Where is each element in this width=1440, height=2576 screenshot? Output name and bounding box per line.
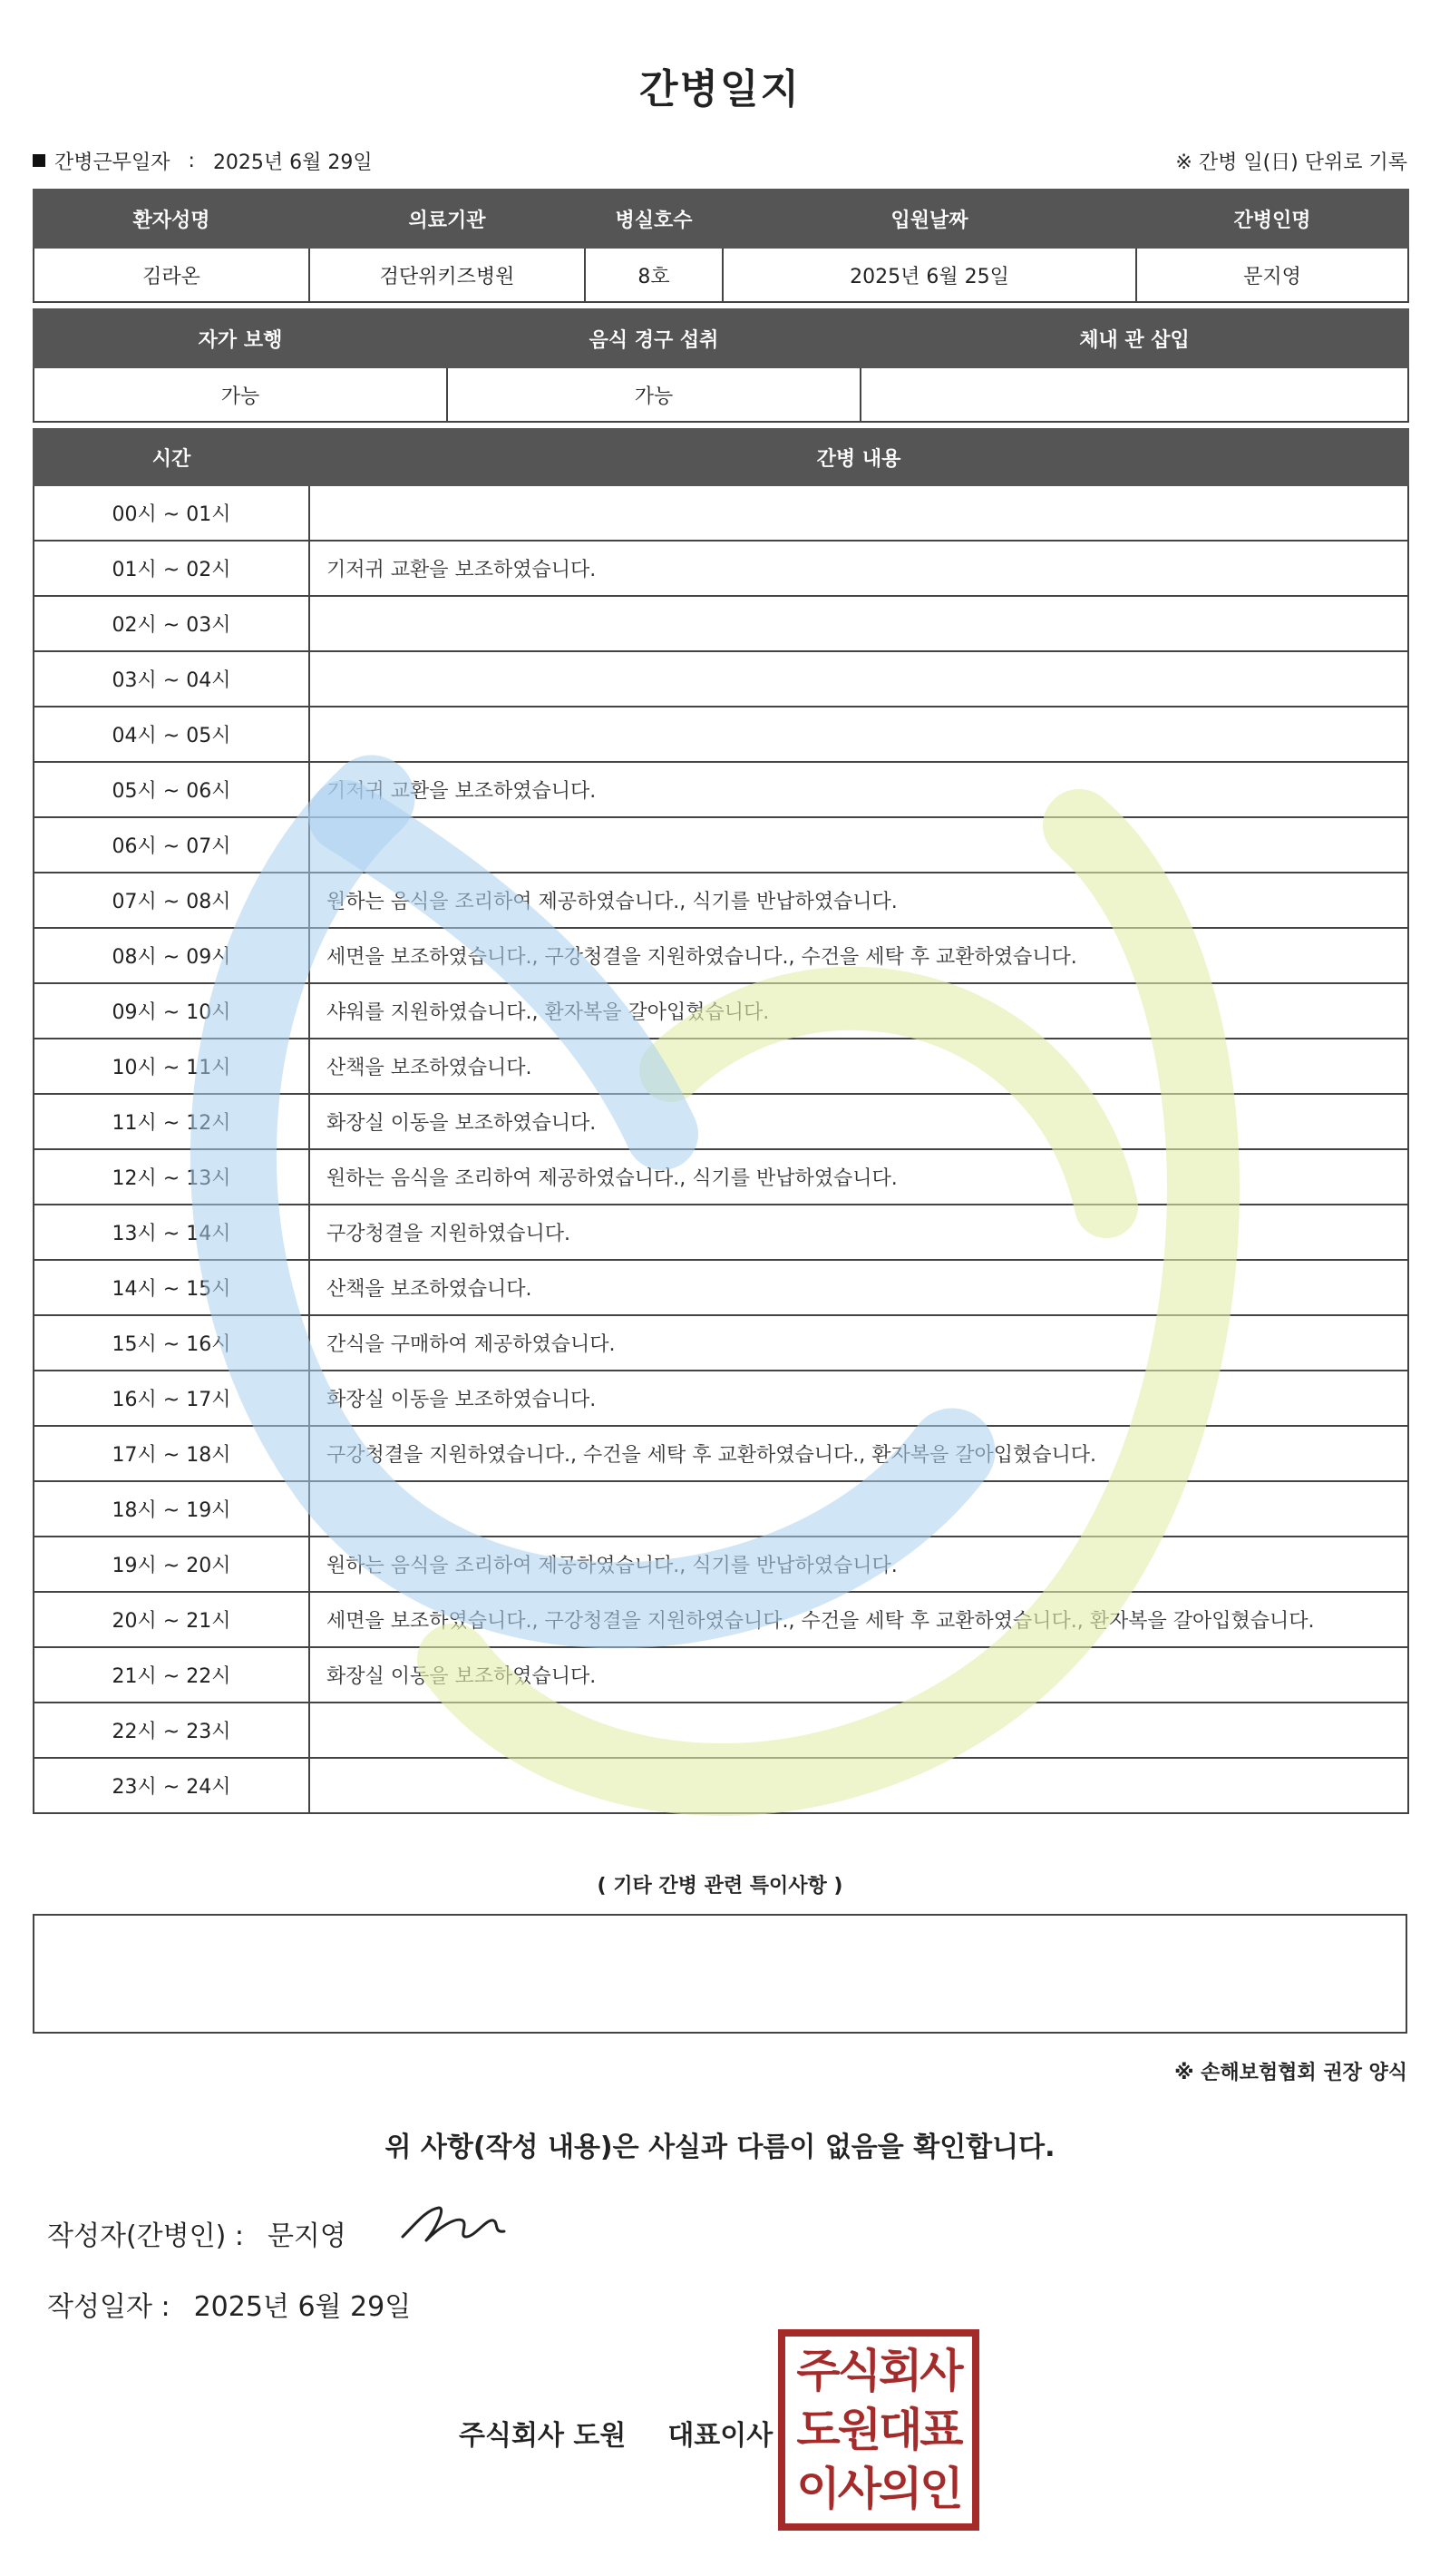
care-content-cell bbox=[309, 1758, 1408, 1813]
care-time-cell: 14시 ~ 15시 bbox=[34, 1260, 309, 1315]
oral-intake-value: 가능 bbox=[447, 367, 861, 422]
care-log-header-row bbox=[34, 429, 1408, 485]
seal-row: 이사의인 bbox=[796, 2462, 961, 2515]
care-log-row bbox=[34, 1481, 1408, 1537]
care-time-cell: 23시 ~ 24시 bbox=[34, 1758, 309, 1813]
care-log-row bbox=[34, 983, 1408, 1039]
seal-row: 주식회사 bbox=[796, 2345, 961, 2398]
self-walking-value: 가능 bbox=[34, 367, 447, 422]
patient-info-header-row bbox=[34, 190, 1408, 248]
written-date-line bbox=[47, 2284, 411, 2324]
care-log-row bbox=[34, 707, 1408, 762]
care-content-cell: 화장실 이동을 보조하였습니다. bbox=[309, 1094, 1408, 1149]
care-time-cell: 21시 ~ 22시 bbox=[34, 1647, 309, 1703]
patient-info-value-row bbox=[34, 248, 1408, 302]
work-date-separator: : bbox=[188, 149, 195, 172]
care-content-cell: 구강청결을 지원하였습니다. bbox=[309, 1205, 1408, 1260]
page-title: 간병일지 bbox=[638, 66, 801, 112]
care-content-cell: 산책을 보조하였습니다. bbox=[309, 1039, 1408, 1094]
care-content-cell: 산책을 보조하였습니다. bbox=[309, 1260, 1408, 1315]
header-admission-date: 입원날짜 bbox=[723, 190, 1136, 248]
header-care-content: 간병 내용 bbox=[309, 429, 1408, 485]
company-name: 주식회사 도원 bbox=[459, 2420, 627, 2452]
care-content-cell: 기저귀 교환을 보조하였습니다. bbox=[309, 762, 1408, 817]
writer-line bbox=[47, 2213, 346, 2253]
care-time-cell: 08시 ~ 09시 bbox=[34, 928, 309, 983]
header-caregiver-name: 간병인명 bbox=[1136, 190, 1408, 248]
care-content-cell bbox=[309, 485, 1408, 541]
confirmation-statement: 위 사항(작성 내용)은 사실과 다름이 없음을 확인합니다. bbox=[384, 2132, 1056, 2163]
care-time-cell: 12시 ~ 13시 bbox=[34, 1149, 309, 1205]
written-date-label: 작성일자 : bbox=[47, 2291, 170, 2323]
care-time-cell: 03시 ~ 04시 bbox=[34, 651, 309, 707]
writer-label: 작성자(간병인) : bbox=[47, 2220, 244, 2252]
header-room-number: 병실호수 bbox=[585, 190, 723, 248]
care-time-cell: 13시 ~ 14시 bbox=[34, 1205, 309, 1260]
form-footnote: ※ 손해보험협회 권장 양식 bbox=[1174, 2062, 1407, 2084]
care-content-cell bbox=[309, 817, 1408, 873]
record-note: ※ 간병 일(日) 단위로 기록 bbox=[1175, 151, 1407, 174]
care-time-cell: 11시 ~ 12시 bbox=[34, 1094, 309, 1149]
patient-name-value: 김라온 bbox=[34, 248, 309, 302]
notes-box bbox=[33, 1914, 1407, 2034]
care-log-row bbox=[34, 1260, 1408, 1315]
care-content-cell: 세면을 보조하였습니다., 구강청결을 지원하였습니다., 수건을 세탁 후 교환하였습니다., 환자복을 갈아입혔습니다. bbox=[309, 1592, 1408, 1647]
care-time-cell: 10시 ~ 11시 bbox=[34, 1039, 309, 1094]
work-date bbox=[33, 147, 373, 175]
care-content-cell bbox=[309, 1481, 1408, 1537]
patient-info-table bbox=[33, 189, 1409, 303]
care-time-cell: 17시 ~ 18시 bbox=[34, 1426, 309, 1481]
room-number-value: 8호 bbox=[585, 248, 723, 302]
company-seal-stamp bbox=[778, 2329, 979, 2531]
header-time: 시간 bbox=[34, 429, 309, 485]
care-log-row bbox=[34, 1703, 1408, 1758]
care-log-row bbox=[34, 1205, 1408, 1260]
care-content-cell: 구강청결을 지원하였습니다., 수건을 세탁 후 교환하였습니다., 환자복을 갈아입혔습니다. bbox=[309, 1426, 1408, 1481]
header-patient-name: 환자성명 bbox=[34, 190, 309, 248]
square-bullet-icon bbox=[33, 154, 45, 167]
care-content-cell bbox=[309, 651, 1408, 707]
care-log-row bbox=[34, 651, 1408, 707]
company-signoff bbox=[459, 2413, 773, 2453]
care-time-cell: 04시 ~ 05시 bbox=[34, 707, 309, 762]
care-log-row bbox=[34, 1039, 1408, 1094]
patient-status-header-row bbox=[34, 309, 1408, 367]
care-content-cell: 화장실 이동을 보조하였습니다. bbox=[309, 1647, 1408, 1703]
care-time-cell: 09시 ~ 10시 bbox=[34, 983, 309, 1039]
care-log-row bbox=[34, 1537, 1408, 1592]
care-log-row bbox=[34, 596, 1408, 651]
notes-title: ( 기타 간병 관련 특이사항 ) bbox=[597, 1875, 843, 1898]
care-log-row bbox=[34, 541, 1408, 596]
care-content-cell: 간식을 구매하여 제공하였습니다. bbox=[309, 1315, 1408, 1371]
care-time-cell: 15시 ~ 16시 bbox=[34, 1315, 309, 1371]
care-log-row bbox=[34, 1758, 1408, 1813]
care-time-cell: 20시 ~ 21시 bbox=[34, 1592, 309, 1647]
care-log-row bbox=[34, 928, 1408, 983]
care-log-row bbox=[34, 817, 1408, 873]
handwritten-signature bbox=[399, 2197, 511, 2248]
header-oral-intake: 음식 경구 섭취 bbox=[447, 309, 861, 367]
care-log-row bbox=[34, 1371, 1408, 1426]
care-log-row bbox=[34, 1315, 1408, 1371]
care-log-row bbox=[34, 1094, 1408, 1149]
seal-row: 도원대표 bbox=[796, 2403, 961, 2456]
header-self-walking: 자가 보행 bbox=[34, 309, 447, 367]
care-log-table bbox=[33, 428, 1409, 1814]
care-content-cell: 화장실 이동을 보조하였습니다. bbox=[309, 1371, 1408, 1426]
care-content-cell bbox=[309, 1703, 1408, 1758]
care-content-cell: 샤워를 지원하였습니다., 환자복을 갈아입혔습니다. bbox=[309, 983, 1408, 1039]
care-content-cell: 원하는 음식을 조리하여 제공하였습니다., 식기를 반납하였습니다. bbox=[309, 873, 1408, 928]
care-content-cell: 기저귀 교환을 보조하였습니다. bbox=[309, 541, 1408, 596]
care-time-cell: 16시 ~ 17시 bbox=[34, 1371, 309, 1426]
patient-status-table bbox=[33, 308, 1409, 423]
company-title: 대표이사 bbox=[667, 2420, 774, 2452]
writer-value: 문지영 bbox=[267, 2220, 346, 2252]
care-log-row bbox=[34, 1149, 1408, 1205]
care-log-row bbox=[34, 1592, 1408, 1647]
tube-insertion-value bbox=[861, 367, 1408, 422]
care-log-row bbox=[34, 1647, 1408, 1703]
work-date-line bbox=[33, 145, 1407, 176]
care-time-cell: 07시 ~ 08시 bbox=[34, 873, 309, 928]
care-time-cell: 22시 ~ 23시 bbox=[34, 1703, 309, 1758]
care-content-cell bbox=[309, 596, 1408, 651]
care-time-cell: 01시 ~ 02시 bbox=[34, 541, 309, 596]
care-time-cell: 18시 ~ 19시 bbox=[34, 1481, 309, 1537]
care-time-cell: 00시 ~ 01시 bbox=[34, 485, 309, 541]
work-date-label: 간병근무일자 bbox=[54, 151, 170, 174]
caregiver-name-value: 문지영 bbox=[1136, 248, 1408, 302]
header-hospital: 의료기관 bbox=[309, 190, 585, 248]
written-date-value: 2025년 6월 29일 bbox=[193, 2291, 412, 2323]
admission-date-value: 2025년 6월 25일 bbox=[723, 248, 1136, 302]
care-log-body bbox=[34, 485, 1408, 1813]
work-date-value: 2025년 6월 29일 bbox=[212, 151, 373, 174]
care-log-row bbox=[34, 1426, 1408, 1481]
care-log-row bbox=[34, 485, 1408, 541]
header-tube-insertion: 체내 관 삽입 bbox=[861, 309, 1408, 367]
care-time-cell: 06시 ~ 07시 bbox=[34, 817, 309, 873]
care-content-cell: 세면을 보조하였습니다., 구강청결을 지원하였습니다., 수건을 세탁 후 교환하였습니다. bbox=[309, 928, 1408, 983]
care-time-cell: 05시 ~ 06시 bbox=[34, 762, 309, 817]
care-content-cell bbox=[309, 707, 1408, 762]
care-time-cell: 19시 ~ 20시 bbox=[34, 1537, 309, 1592]
care-log-row bbox=[34, 873, 1408, 928]
care-content-cell: 원하는 음식을 조리하여 제공하였습니다., 식기를 반납하였습니다. bbox=[309, 1149, 1408, 1205]
hospital-value: 검단위키즈병원 bbox=[309, 248, 585, 302]
patient-status-value-row bbox=[34, 367, 1408, 422]
care-time-cell: 02시 ~ 03시 bbox=[34, 596, 309, 651]
care-content-cell: 원하는 음식을 조리하여 제공하였습니다., 식기를 반납하였습니다. bbox=[309, 1537, 1408, 1592]
care-log-row bbox=[34, 762, 1408, 817]
